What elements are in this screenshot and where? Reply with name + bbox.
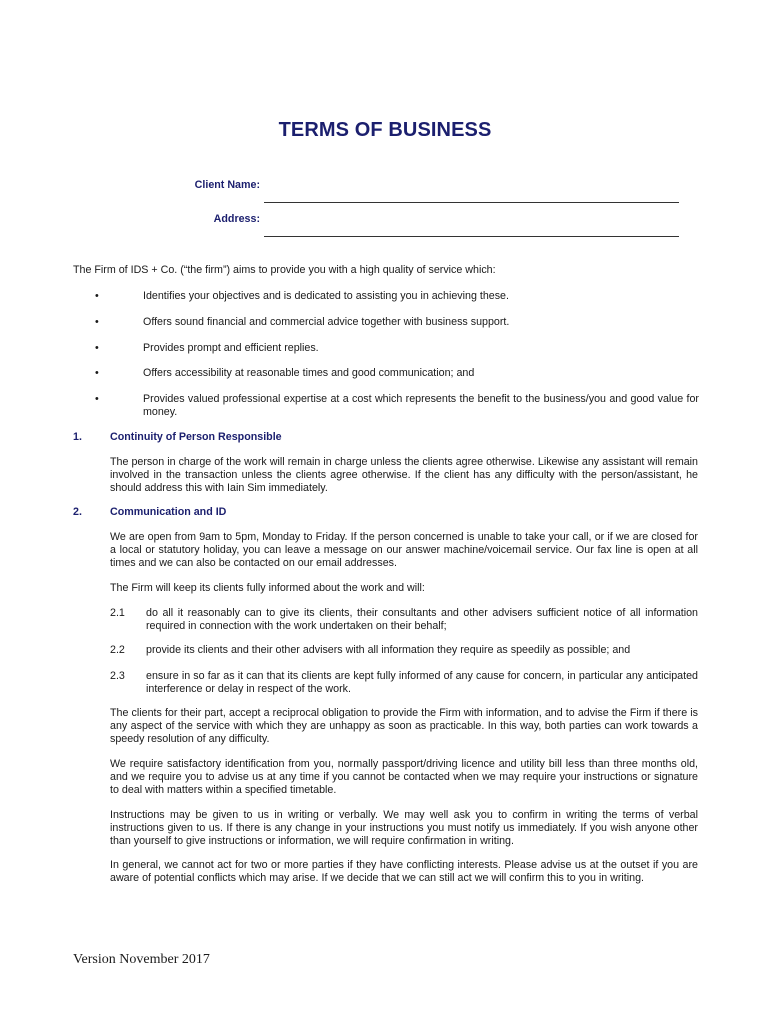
bullet-item: Provides prompt and efficient replies. [143,342,319,354]
section-paragraph: The person in charge of the work will remain in charge unless the clients agree otherwise. Likewise any assistant will remain involved in the transaction unless the clients agree otherwise. If the client has any difficulty with the person/assistant, he should address this with Iain Sim immediately. [110,456,698,494]
document-title: TERMS OF BUSINESS [278,119,492,141]
section-heading: Communication and ID [110,506,227,518]
subitem-text: provide its clients and their other advisers with all information they require as speedily as possible; and [146,644,631,656]
section-paragraph: The clients for their part, accept a reciprocal obligation to provide the Firm with information, and to advise the Firm if there is any aspect of the service with which they are unhappy as soon as practicable. In this way, both parties can work towards a speedy resolution of any difficulty. [110,707,698,745]
subitem-number: 2.3 [110,670,125,682]
bullet-item: Offers accessibility at reasonable times and good communication; and [143,367,475,379]
bullet-marker: • [95,290,99,302]
subitem-number: 2.1 [110,607,125,619]
subitem-text: ensure in so far as it can that its clients are kept fully informed of any cause for concern, in particular any anticipated interference or delay in respect of the work. [146,670,698,695]
section-paragraph: The Firm will keep its clients fully informed about the work and will: [110,582,425,594]
version-footer: Version November 2017 [73,952,210,967]
bullet-marker: • [95,367,99,379]
bullet-marker: • [95,316,99,328]
section-paragraph: We are open from 9am to 5pm, Monday to Friday. If the person concerned is unable to take your call, or if we are closed for a local or statutory holiday, you can leave a message on our answer machine/voicemail service. Our fax line is open at all times and we can also be contacted on our email addresses. [110,531,698,569]
section-paragraph: Instructions may be given to us in writing or verbally. We may well ask you to confirm in writing the terms of verbal instructions given to us. If there is any change in your instructions you must notify us immediately. If you wish anyone other than yourself to give instructions or information, we will require confirmation in writing. [110,809,698,847]
bullet-item: Identifies your objectives and is dedicated to assisting you in achieving these. [143,290,509,302]
section-heading: Continuity of Person Responsible [110,431,282,443]
subitem-text: do all it reasonably can to give its clients, their consultants and other advisers sufficient notice of all information required in connection with the work undertaken on their behalf; [146,607,698,632]
subitem-number: 2.2 [110,644,125,656]
bullet-item: Provides valued professional expertise at a cost which represents the benefit to the business/you and good value for money. [143,393,699,418]
section-number: 2. [73,506,82,518]
bullet-item: Offers sound financial and commercial advice together with business support. [143,316,510,328]
section-paragraph: We require satisfactory identification from you, normally passport/driving licence and utility bill less than three months old, and we require you to advise us at any time if you cannot be contacted when we may require your instructions or signature to deal with matters within a specified timetable. [110,758,698,796]
section-number: 1. [73,431,82,443]
bullet-marker: • [95,393,99,405]
client-name-label: Client Name: [194,179,260,191]
address-label: Address: [213,213,260,225]
client-name-field[interactable] [264,202,679,203]
section-paragraph: In general, we cannot act for two or more parties if they have conflicting interests. Please advise us at the outset if you are aware of potential conflicts which may arise. If we decide that we can still act we will confirm this to you in writing. [110,859,698,884]
intro-paragraph: The Firm of IDS + Co. (“the firm”) aims to provide you with a high quality of service which: [73,264,496,276]
bullet-marker: • [95,342,99,354]
address-field[interactable] [264,236,679,237]
